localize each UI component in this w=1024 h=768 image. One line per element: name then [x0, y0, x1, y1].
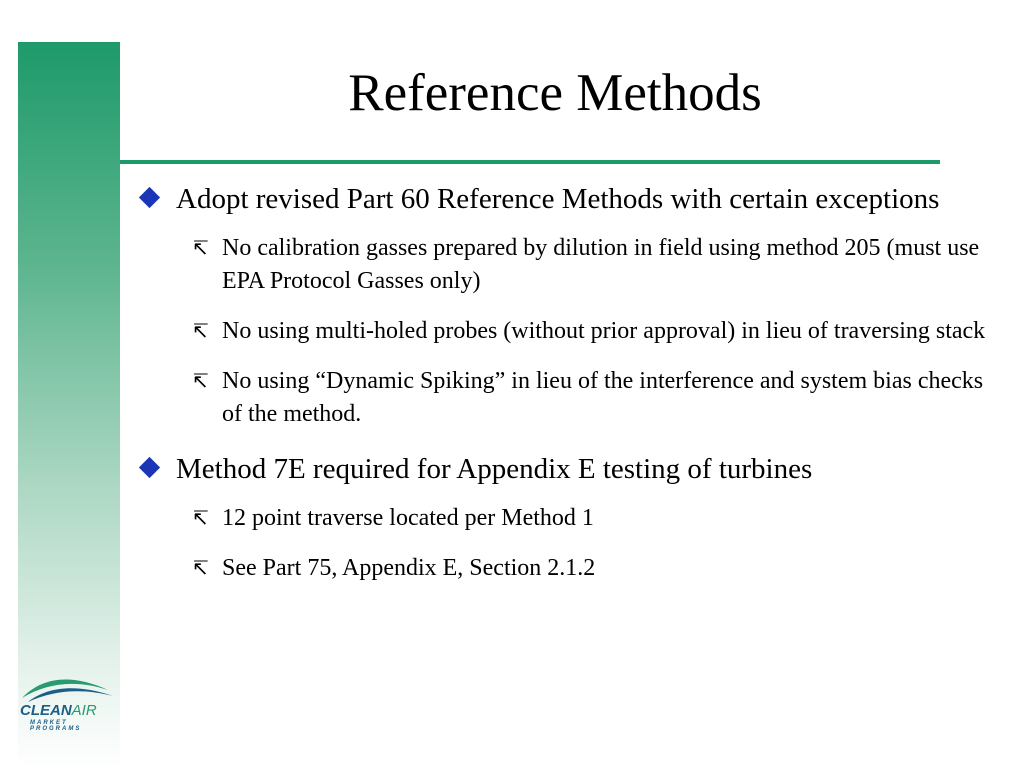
logo-word-air: AIR	[71, 702, 97, 719]
sub-bullet-item	[186, 232, 1000, 298]
arrow-up-left-icon: ↸	[192, 506, 209, 530]
diamond-bullet-icon	[139, 457, 160, 478]
bullet-text: Method 7E required for Appendix E testing of turbines	[176, 453, 813, 485]
bullet-text: Adopt revised Part 60 Reference Methods with certain exceptions	[176, 183, 940, 215]
logo-word-clean: CLEAN	[20, 702, 72, 719]
sub-bullet-text: 12 point traverse located per Method 1	[222, 505, 594, 531]
sub-bullet-item	[186, 365, 1000, 431]
sub-bullet-item	[186, 552, 1000, 585]
arrow-up-left-icon: ↸	[192, 319, 209, 343]
arrow-up-left-icon: ↸	[192, 556, 209, 580]
sub-bullet-text: No using multi-holed probes (without prior approval) in lieu of traversing stack	[222, 318, 986, 344]
sub-bullet-text: No calibration gasses prepared by dilution in field using method 205 (must use EPA Protocol Gasses only)	[222, 235, 980, 294]
slide-title: Reference Methods	[348, 64, 762, 122]
sub-bullet-text: See Part 75, Appendix E, Section 2.1.2	[222, 555, 596, 581]
logo-subtitle: MARKET PROGRAMS	[30, 720, 82, 732]
bullet-item	[140, 448, 1000, 490]
sub-bullet-item	[186, 315, 1000, 348]
side-accent-bar	[18, 42, 120, 768]
logo-swoosh-icon	[18, 672, 118, 704]
sub-bullet-item	[186, 502, 1000, 535]
bullet-list	[140, 178, 1000, 602]
title-divider	[120, 160, 940, 164]
logo-wordmark	[20, 702, 97, 719]
arrow-up-left-icon: ↸	[192, 236, 209, 260]
diamond-bullet-icon	[139, 187, 160, 208]
bullet-item	[140, 178, 1000, 220]
sub-bullet-text: No using “Dynamic Spiking” in lieu of the interference and system bias checks of the method.	[222, 368, 984, 427]
clean-air-logo	[18, 672, 118, 732]
arrow-up-left-icon: ↸	[192, 369, 209, 393]
